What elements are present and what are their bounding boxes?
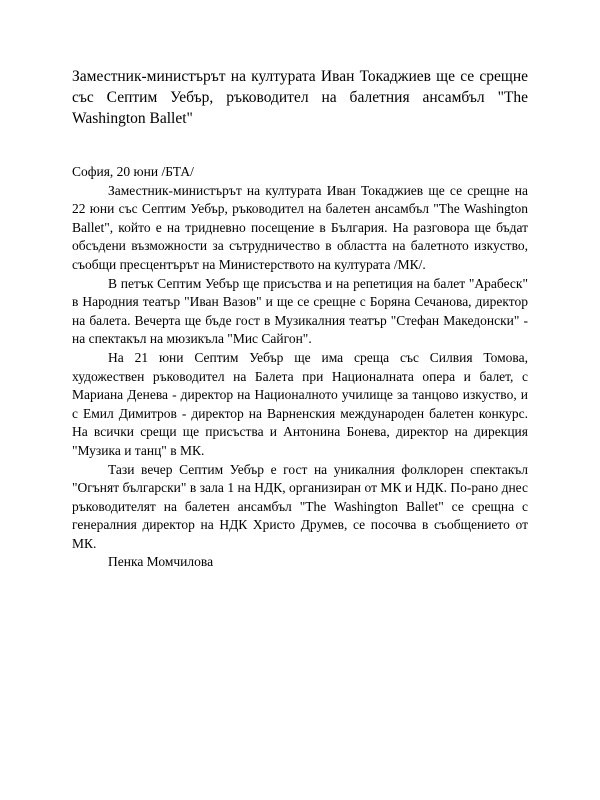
article-paragraph-4: Тази вечер Септим Уебър е гост на уникалния фолклорен спектакъл "Огънят български" в зала 1 на НДК, организиран от МК и НДК. По-рано днес ръководителят на балетен ансамбъл "The Washington Ballet" се срещна с генералния директор на НДК Христо Друмев, се посочва в съобщението от МК.: [72, 461, 528, 551]
article-paragraph-3: На 21 юни Септим Уебър ще има среща със Силвия Томова, художествен ръководител на Балета при Националната опера и балет, с Мариана Денева - директор на Националното училище за танцово изкуство, и с Емил Димитров - директор на Варненския международен балетен конкурс. На всички срещи ще присъства и Антонина Бонева, директор на дирекция "Музика и танц" в МК.: [72, 349, 528, 458]
article-dateline: София, 20 юни /БТА/: [72, 164, 194, 179]
article-headline: Заместник-министърът на културата Иван Токаджиев ще се срещне със Септим Уебър, ръководител на балетния ансамбъл "The Washington Ballet": [72, 68, 528, 127]
article-paragraph-1: Заместник-министърът на културата Иван Токаджиев ще се срещне на 22 юни със Септим Уебър, ръководител на балетен ансамбъл "The Washington Ballet", който е на тридневно посещение в България. На разговора ще бъдат обсъдени възможности за сътрудничество в областта на балетното изкуство, съобщи пресцентърът на Министерството на културата /МК/.: [72, 182, 528, 272]
document-page: [72, 0, 528, 572]
article-paragraph-2: В петък Септим Уебър ще присъства и на репетиция на балет "Арабеск" в Народния театър "Иван Вазов" и ще се срещне с Боряна Сечанова, директор на балета. Вечерта ще бъде гост в Музикалния театър "Стефан Македонски" - на спектакъл на мюзикъла "Мис Сайгон".: [72, 275, 528, 347]
article-author: Пенка Момчилова: [108, 554, 214, 570]
